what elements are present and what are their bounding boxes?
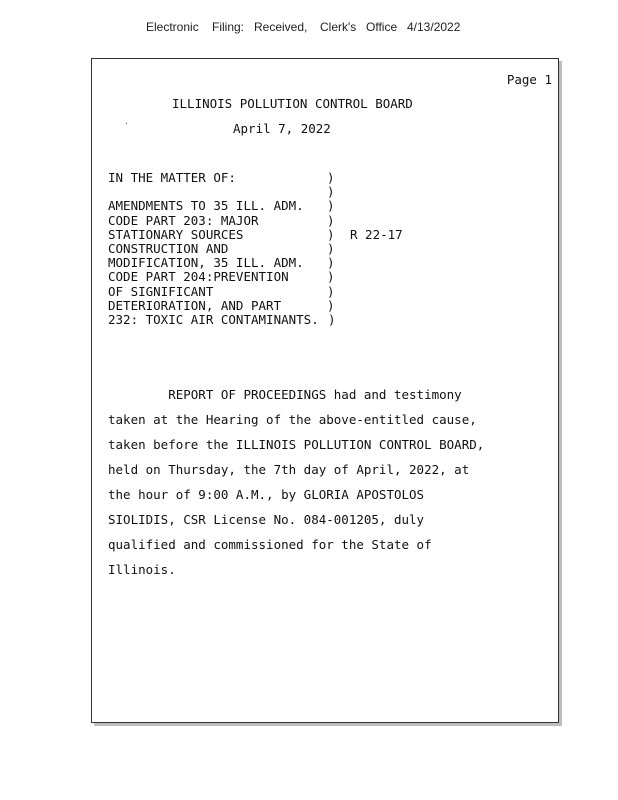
stamp-filing: Filing: bbox=[212, 20, 245, 34]
caption-line: CONSTRUCTION AND bbox=[108, 240, 229, 256]
caption-paren: ) bbox=[327, 198, 335, 214]
transcript-page bbox=[91, 58, 559, 723]
caption-paren: ) bbox=[327, 255, 335, 271]
report-paragraph bbox=[108, 387, 548, 587]
caption-line: 232: TOXIC AIR CONTAMINANTS. bbox=[108, 311, 319, 327]
report-line: REPORT OF PROCEEDINGS had and testimony bbox=[108, 387, 462, 402]
caption-paren: ) bbox=[327, 170, 335, 185]
caption-paren: ) bbox=[327, 184, 335, 200]
docket-number: R 22-17 bbox=[350, 226, 403, 242]
report-line: Illinois. bbox=[108, 562, 176, 577]
stamp-received: Received, bbox=[254, 20, 308, 34]
hearing-date: April 7, 2022 bbox=[233, 121, 331, 136]
stamp-electronic: Electronic bbox=[146, 20, 199, 34]
caption-paren: ) bbox=[327, 283, 335, 299]
report-line: SIOLIDIS, CSR License No. 084-001205, duly bbox=[108, 512, 425, 527]
stamp-office: Office bbox=[366, 20, 398, 34]
caption-paren: ) bbox=[327, 297, 335, 313]
stray-mark: · bbox=[124, 119, 129, 128]
board-title: ILLINOIS POLLUTION CONTROL BOARD bbox=[172, 96, 413, 111]
caption-paren: ) bbox=[327, 240, 335, 256]
caption-line: CODE PART 204:PREVENTION bbox=[108, 269, 289, 285]
report-line: the hour of 9:00 A.M., by GLORIA APOSTOLOS bbox=[108, 487, 425, 502]
report-line: qualified and commissioned for the State of bbox=[108, 537, 432, 552]
stamp-date: 4/13/2022 bbox=[407, 20, 461, 34]
caption-line: OF SIGNIFICANT bbox=[108, 283, 214, 299]
caption-line: IN THE MATTER OF: bbox=[108, 170, 236, 185]
caption-line: DETERIORATION, AND PART bbox=[108, 297, 282, 313]
stamp-clerks: Clerk's bbox=[320, 20, 357, 34]
caption-paren: ) bbox=[328, 311, 336, 327]
caption-paren: ) bbox=[327, 269, 335, 285]
caption-paren: ) bbox=[327, 226, 335, 242]
caption-line: STATIONARY SOURCES bbox=[108, 226, 244, 242]
report-line: taken at the Hearing of the above-entitled cause, bbox=[108, 412, 477, 427]
caption-paren: ) bbox=[327, 212, 335, 228]
caption-line: AMENDMENTS TO 35 ILL. ADM. bbox=[108, 198, 304, 214]
report-line: taken before the ILLINOIS POLLUTION CONTROL BOARD, bbox=[108, 437, 485, 452]
caption-line: CODE PART 203: MAJOR bbox=[108, 212, 259, 228]
page-number: Page 1 bbox=[506, 72, 552, 87]
caption-line: MODIFICATION, 35 ILL. ADM. bbox=[108, 255, 304, 271]
report-line: held on Thursday, the 7th day of April, 2022, at bbox=[108, 462, 470, 477]
